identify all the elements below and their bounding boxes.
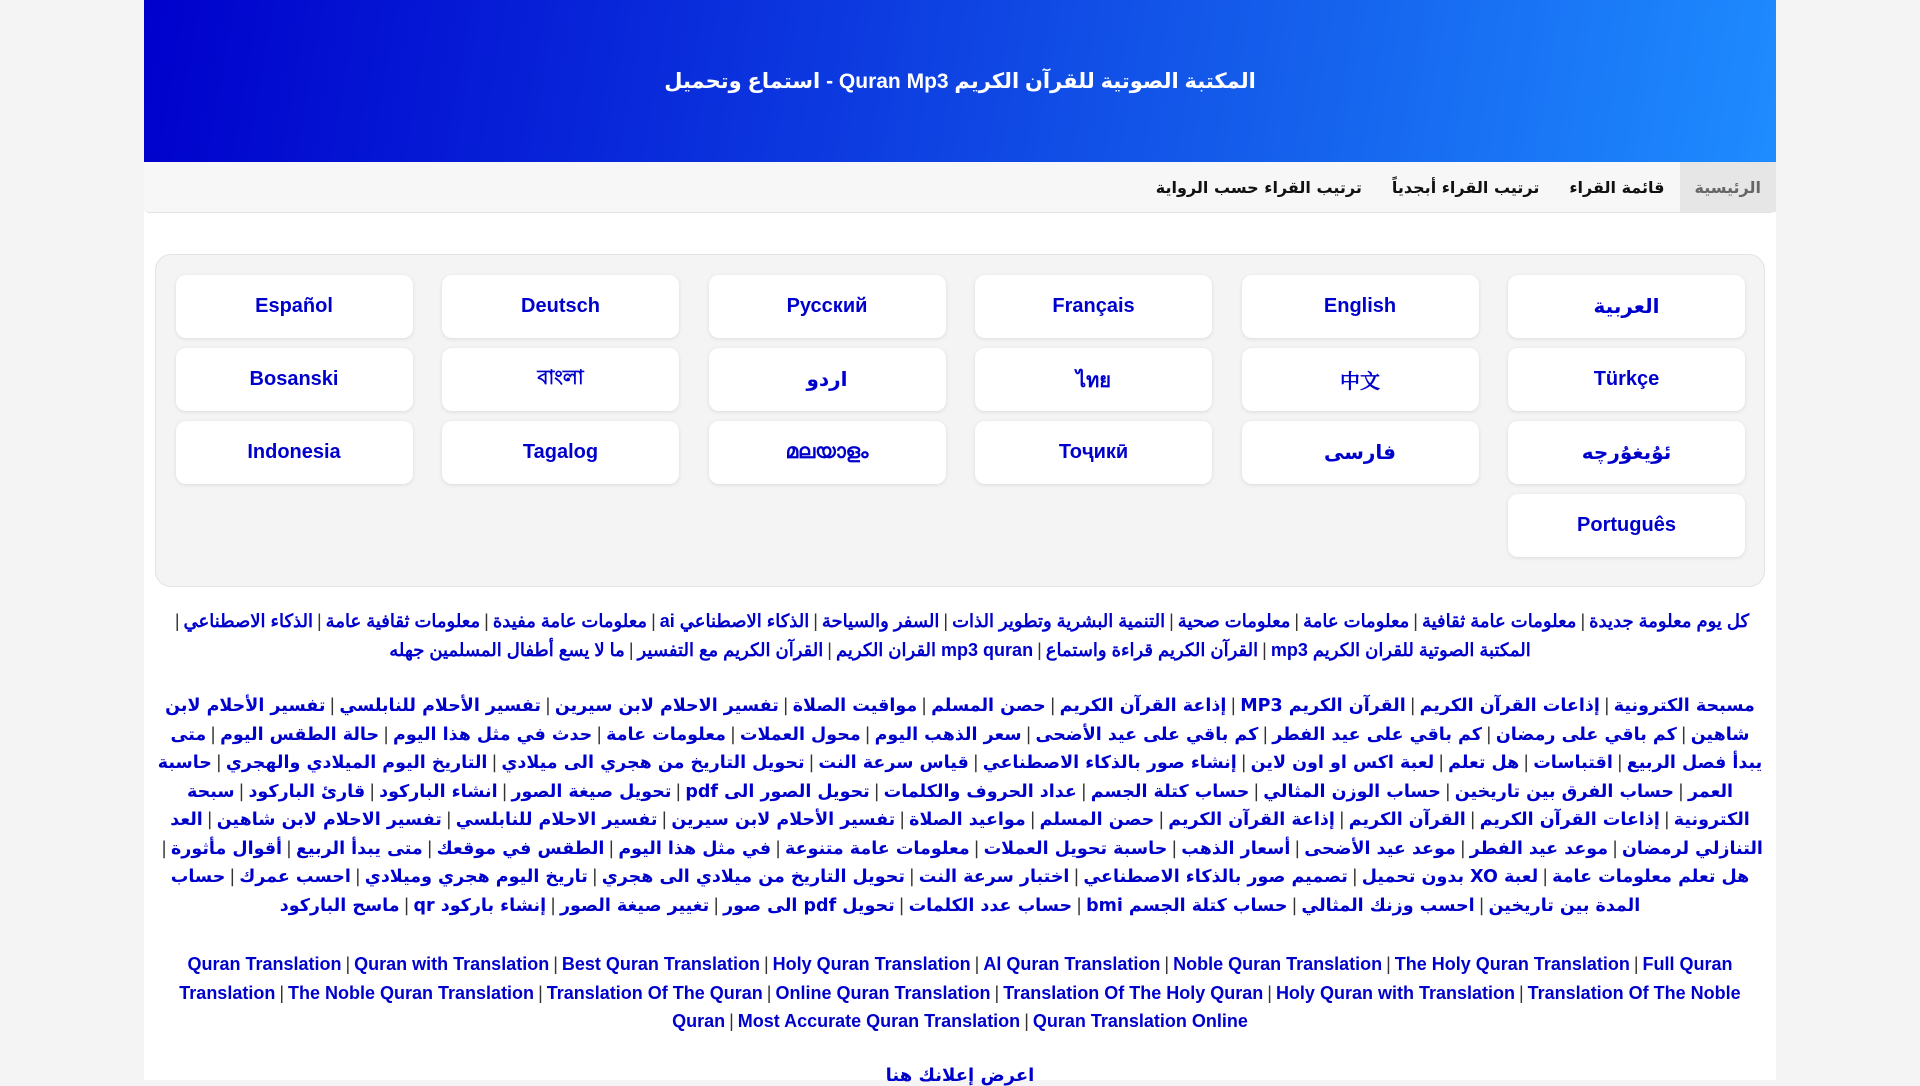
link-separator: | xyxy=(383,724,389,745)
link-separator: | xyxy=(608,838,615,859)
text-link[interactable]: حساب الوزن المثالي xyxy=(1263,781,1441,802)
text-link[interactable]: Quran Translation xyxy=(187,954,342,974)
link-separator: | xyxy=(1037,639,1042,660)
link-separator: | xyxy=(730,724,736,745)
language-card-uyghur[interactable]: ئۇيغۇرچە xyxy=(1508,421,1745,484)
link-separator: | xyxy=(1485,724,1492,745)
text-link[interactable]: تفسير الاحلام لابن شاهين xyxy=(216,810,442,830)
text-link[interactable]: معلومات صحية xyxy=(1177,611,1291,631)
link-separator: | xyxy=(1073,867,1080,887)
link-separator: | xyxy=(974,954,980,974)
text-link[interactable]: تحويل صيغة الصور xyxy=(511,781,672,802)
page-container xyxy=(144,0,1776,1086)
language-card-turkish[interactable]: Türkçe xyxy=(1508,348,1745,411)
link-separator: | xyxy=(1542,867,1549,887)
tools-links xyxy=(155,692,1765,920)
text-link[interactable]: كم باقي على رمضان xyxy=(1495,724,1677,745)
site-title: المكتبة الصوتية للقرآن الكريم Quran Mp3 - استماع وتحميل xyxy=(664,69,1256,93)
nav-item-reciters-list[interactable]: قائمة القراء xyxy=(1569,177,1665,197)
text-link[interactable]: إذاعات القرآن الكريم xyxy=(1479,810,1660,830)
text-link[interactable]: متى يبدأ الربيع xyxy=(295,838,423,859)
text-link[interactable]: إذاعة القرآن الكريم xyxy=(1059,696,1227,716)
link-separator: | xyxy=(1444,781,1451,802)
language-card-french[interactable]: Français xyxy=(975,275,1212,338)
text-link[interactable]: تحويل التاريخ من ميلادي الى هجري xyxy=(601,867,905,887)
text-link[interactable]: حساب كتلة الجسم xyxy=(1090,781,1250,802)
text-link[interactable]: ماسح الباركود xyxy=(279,895,400,916)
link-separator: | xyxy=(729,1011,734,1031)
text-link[interactable]: The Noble Quran Translation xyxy=(288,982,535,1003)
text-link[interactable]: احسب عمرك xyxy=(239,867,351,887)
text-link[interactable]: تحويل التاريخ من هجري الى ميلادي xyxy=(501,753,805,773)
link-separator: | xyxy=(553,954,558,974)
text-link[interactable]: احسب وزنك المثالي xyxy=(1301,895,1475,916)
link-separator: | xyxy=(316,611,322,631)
link-separator: | xyxy=(210,724,217,745)
link-separator: | xyxy=(1678,781,1684,802)
text-link[interactable]: حالة الطقس اليوم xyxy=(220,724,380,745)
text-link[interactable]: محول العملات xyxy=(739,724,861,745)
link-separator: | xyxy=(1438,753,1445,773)
text-link[interactable]: مسبحة الكترونية xyxy=(1613,696,1755,716)
link-separator: | xyxy=(675,781,682,802)
link-separator: | xyxy=(1294,838,1301,859)
text-link[interactable]: القرآن الكريم MP3 xyxy=(1240,696,1406,716)
nav-item-reciters-alphabetical[interactable]: ترتيب القراء أبجدياً xyxy=(1391,177,1540,197)
link-separator: | xyxy=(286,838,292,859)
text-link[interactable]: تصميم صور بالذكاء الاصطناعي xyxy=(1083,867,1348,887)
text-link[interactable]: سبحة الكترونية xyxy=(186,781,1750,830)
text-link[interactable]: أقوال مأثورة xyxy=(170,838,283,859)
link-separator: | xyxy=(1386,954,1391,974)
text-link[interactable]: انشاء الباركود xyxy=(379,781,498,802)
text-link[interactable]: Translation Of The Noble Quran xyxy=(672,982,1741,1031)
text-link[interactable]: مواقيت الصلاة xyxy=(792,696,918,716)
text-link[interactable]: المكتبة الصوتية للقران الكريم mp3 xyxy=(1270,639,1531,660)
text-link[interactable]: Holy Quran with Translation xyxy=(1275,982,1515,1003)
link-separator: | xyxy=(591,867,598,887)
text-link[interactable]: معلومات عامة متنوعة xyxy=(785,838,970,859)
language-card-english[interactable]: English xyxy=(1242,275,1479,338)
text-link[interactable]: تفسير الاحلام لابن سيرين xyxy=(554,696,779,716)
link-separator: | xyxy=(1171,838,1178,859)
link-separator: | xyxy=(161,838,167,859)
text-link[interactable]: ما لا يسع أطفال المسلمين جهله xyxy=(389,639,625,660)
link-separator: | xyxy=(1633,954,1639,974)
language-card-russian[interactable]: Русский xyxy=(709,275,946,338)
link-separator: | xyxy=(661,810,668,830)
link-separator: | xyxy=(1025,724,1032,745)
text-link[interactable]: الذكاء الاصطناعي xyxy=(183,611,313,631)
link-separator: | xyxy=(775,838,782,859)
quran-translation-links xyxy=(164,950,1756,1036)
link-separator: | xyxy=(1262,639,1267,660)
link-separator: | xyxy=(943,611,949,631)
text-link[interactable]: قارئ الباركود xyxy=(248,781,366,802)
link-separator: | xyxy=(174,611,180,631)
link-separator: | xyxy=(1049,696,1056,716)
text-link[interactable]: الذكاء الاصطناعي ai xyxy=(659,611,810,631)
text-link[interactable]: معلومات عامة xyxy=(606,724,726,745)
language-card-malayalam[interactable]: മലയാളം xyxy=(709,421,946,484)
text-link[interactable]: القرآن الكريم xyxy=(1348,810,1466,830)
link-separator: | xyxy=(491,753,498,773)
link-separator: | xyxy=(1158,810,1165,830)
text-link[interactable]: العد التنازلي لرمضان xyxy=(170,810,1763,859)
text-link[interactable]: Quran with Translation xyxy=(354,954,550,974)
text-link[interactable]: Holy Quran Translation xyxy=(772,954,971,974)
text-link[interactable]: Online Quran Translation xyxy=(775,982,991,1003)
language-card-tajik[interactable]: Тоҷикӣ xyxy=(975,421,1212,484)
link-separator: | xyxy=(973,838,980,859)
text-link[interactable]: إذاعات القرآن الكريم xyxy=(1419,696,1600,716)
text-link[interactable]: حصن المسلم xyxy=(931,696,1046,716)
text-link[interactable]: موعد عيد الفطر xyxy=(1469,838,1609,859)
text-link[interactable]: حساب الفرق بين تاريخين xyxy=(1454,781,1675,802)
text-link[interactable]: معلومات عامة ثقافية xyxy=(1421,611,1577,631)
link-separator: | xyxy=(403,895,410,916)
link-separator: | xyxy=(1663,810,1670,830)
link-separator: | xyxy=(898,895,905,916)
text-link[interactable]: Quran Translation Online xyxy=(1032,1011,1248,1031)
text-link[interactable]: هل تعلم معلومات عامة xyxy=(1552,867,1750,887)
link-separator: | xyxy=(782,696,789,716)
text-link[interactable]: إنشاء باركود qr xyxy=(413,895,547,916)
language-card-tagalog[interactable]: Tagalog xyxy=(442,421,679,484)
link-separator: | xyxy=(1523,753,1530,773)
link-separator: | xyxy=(445,810,452,830)
link-separator: | xyxy=(1240,753,1247,773)
site-header xyxy=(144,0,1776,162)
link-separator: | xyxy=(550,895,556,916)
link-separator: | xyxy=(1478,895,1485,916)
main-nav xyxy=(144,162,1776,213)
link-separator: | xyxy=(972,753,979,773)
text-link[interactable]: Al Quran Translation xyxy=(983,954,1161,974)
link-separator: | xyxy=(1262,724,1269,745)
text-link[interactable]: حصن المسلم xyxy=(1039,810,1155,830)
text-link[interactable]: كم باقي على عيد الأضحى xyxy=(1035,724,1259,745)
link-separator: | xyxy=(1603,696,1610,716)
text-link[interactable]: حاسبة تحويل العملات xyxy=(983,838,1168,859)
link-separator: | xyxy=(763,954,769,974)
text-link[interactable]: حساب المدة بين تاريخين xyxy=(170,867,1641,916)
link-separator: | xyxy=(1076,895,1083,916)
text-link[interactable]: The Holy Quran Translation xyxy=(1394,954,1630,974)
text-link[interactable]: كل يوم معلومة جديدة xyxy=(1589,611,1750,631)
link-separator: | xyxy=(1253,781,1260,802)
link-separator: | xyxy=(808,753,815,773)
advertise-here-link[interactable]: اعرض إعلانك هنا xyxy=(885,1065,1035,1086)
text-link[interactable]: حساب عدد الكلمات xyxy=(908,895,1073,916)
text-link[interactable]: كم باقي على عيد الفطر xyxy=(1272,724,1482,745)
text-link[interactable]: التاريخ اليوم الميلادي والهجري xyxy=(225,753,488,773)
text-link[interactable]: حاسبة العمر xyxy=(157,753,1734,802)
link-separator: | xyxy=(329,696,336,716)
text-link[interactable]: أسعار الذهب xyxy=(1181,838,1291,859)
general-info-links xyxy=(155,607,1765,664)
text-link[interactable]: اقتباسات xyxy=(1533,753,1613,773)
text-link[interactable]: القرآن الكريم مع التفسير xyxy=(637,639,824,660)
text-link[interactable]: لعبة XO بدون تحميل xyxy=(1361,867,1539,887)
text-link[interactable]: في مثل هذا اليوم xyxy=(618,838,772,859)
link-separator: | xyxy=(1459,838,1466,859)
text-link[interactable]: Translation Of The Holy Quran xyxy=(1003,982,1264,1003)
text-link[interactable]: mp3 quran القران الكريم xyxy=(835,639,1034,660)
text-link[interactable]: Noble Quran Translation xyxy=(1173,954,1383,974)
link-separator: | xyxy=(345,954,351,974)
link-separator: | xyxy=(1267,982,1272,1003)
text-link[interactable]: هل تعلم xyxy=(1448,753,1520,773)
link-separator: | xyxy=(215,753,222,773)
link-separator: | xyxy=(1616,753,1623,773)
link-separator: | xyxy=(873,781,880,802)
link-separator: | xyxy=(1518,982,1524,1003)
text-link[interactable]: تاريخ اليوم هجري وميلادي xyxy=(364,867,588,887)
link-separator: | xyxy=(827,639,832,660)
link-separator: | xyxy=(426,838,433,859)
language-card-thai[interactable]: ไทย xyxy=(975,348,1212,411)
text-link[interactable]: حدث في مثل هذا اليوم xyxy=(393,724,593,745)
text-link[interactable]: السفر والسياحة xyxy=(821,611,940,631)
text-link[interactable]: مواعيد الصلاة xyxy=(909,810,1026,830)
text-link[interactable]: تحويل pdf الى صور xyxy=(723,895,895,916)
link-separator: | xyxy=(628,639,634,660)
language-card-german[interactable]: Deutsch xyxy=(442,275,679,338)
link-separator: | xyxy=(1409,696,1416,716)
link-separator: | xyxy=(1024,1011,1029,1031)
link-separator: | xyxy=(369,781,376,802)
text-link[interactable]: عداد الحروف والكلمات xyxy=(883,781,1077,802)
text-link[interactable]: Full Quran Translation xyxy=(179,954,1733,1003)
text-link[interactable]: معلومات ثقافية عامة xyxy=(325,611,481,631)
link-separator: | xyxy=(994,982,1000,1003)
link-separator: | xyxy=(1580,611,1586,631)
text-link[interactable]: تفسير الأحلام لابن سيرين xyxy=(671,810,896,830)
text-link[interactable]: تفسير الاحلام للنابلسي xyxy=(455,810,658,830)
nav-item-reciters-by-narration[interactable]: ترتيب القراء حسب الرواية xyxy=(1155,177,1362,197)
link-separator: | xyxy=(1230,696,1237,716)
link-separator: | xyxy=(544,696,551,716)
link-separator: | xyxy=(1164,954,1170,974)
text-link[interactable]: موعد عيد الأضحى xyxy=(1304,838,1456,859)
language-card-arabic[interactable]: العربية xyxy=(1508,275,1745,338)
language-card-urdu[interactable]: اردو xyxy=(709,348,946,411)
link-separator: | xyxy=(1413,611,1418,631)
text-link[interactable]: حساب كتلة الجسم bmi xyxy=(1086,895,1288,916)
text-link[interactable]: إنشاء صور بالذكاء الاصطناعي xyxy=(982,753,1237,773)
text-link[interactable]: معلومات عامة مفيدة xyxy=(492,611,648,631)
language-card-bengali[interactable]: বাংলা xyxy=(442,348,679,411)
language-card-persian[interactable]: فارسی xyxy=(1242,421,1479,484)
text-link[interactable]: لعبة اكس او اون لاين xyxy=(1250,753,1435,773)
text-link[interactable]: تغيير صيغة الصور xyxy=(559,895,710,916)
language-card-chinese[interactable]: 中文 xyxy=(1242,348,1479,411)
link-separator: | xyxy=(1029,810,1036,830)
link-separator: | xyxy=(538,982,543,1003)
link-separator: | xyxy=(1294,611,1300,631)
link-separator: | xyxy=(354,867,361,887)
text-link[interactable]: قياس سرعة النت xyxy=(818,753,969,773)
language-grid xyxy=(175,275,1745,557)
text-link[interactable]: القرآن الكريم قراءة واستماع xyxy=(1045,639,1259,660)
text-link[interactable]: الطقس في موقعك xyxy=(436,838,605,859)
link-separator: | xyxy=(713,895,720,916)
link-separator: | xyxy=(1469,810,1476,830)
text-link[interactable]: إذاعة القرآن الكريم xyxy=(1168,810,1335,830)
link-separator: | xyxy=(596,724,603,745)
language-card-bosnian[interactable]: Bosanski xyxy=(176,348,413,411)
link-separator: | xyxy=(229,867,236,887)
text-link[interactable]: Most Accurate Quran Translation xyxy=(737,1011,1021,1031)
text-link[interactable]: تحويل الصور الى pdf xyxy=(685,781,870,802)
link-separator: | xyxy=(484,611,489,631)
link-separator: | xyxy=(766,982,772,1003)
text-link[interactable]: اختبار سرعة النت xyxy=(918,867,1070,887)
link-separator: | xyxy=(651,611,656,631)
text-link[interactable]: معلومات عامة xyxy=(1303,611,1410,631)
language-card-indonesian[interactable]: Indonesia xyxy=(176,421,413,484)
link-separator: | xyxy=(501,781,508,802)
text-link[interactable]: متى يبدأ فصل الربيع xyxy=(170,724,1763,773)
link-separator: | xyxy=(1351,867,1358,887)
language-card-portuguese[interactable]: Português xyxy=(1508,494,1745,557)
link-separator: | xyxy=(908,867,915,887)
link-separator: | xyxy=(279,982,285,1003)
link-separator: | xyxy=(1291,895,1298,916)
text-link[interactable]: Best Quran Translation xyxy=(561,954,760,974)
text-link[interactable]: سعر الذهب اليوم xyxy=(874,724,1022,745)
text-link[interactable]: Translation Of The Quran xyxy=(546,982,763,1003)
link-separator: | xyxy=(1080,781,1087,802)
text-link[interactable]: تفسير الأحلام لابن شاهين xyxy=(165,696,1750,745)
link-separator: | xyxy=(1612,838,1618,859)
link-separator: | xyxy=(899,810,906,830)
text-link[interactable]: التنمية البشرية وتطوير الذات xyxy=(952,611,1166,631)
nav-item-home[interactable]: الرئيسية xyxy=(1680,162,1777,212)
language-selector-panel xyxy=(155,254,1765,587)
text-link[interactable]: تفسير الأحلام للنابلسي xyxy=(339,696,541,716)
link-separator: | xyxy=(864,724,871,745)
link-separator: | xyxy=(238,781,245,802)
link-separator: | xyxy=(1680,724,1687,745)
link-separator: | xyxy=(206,810,213,830)
link-separator: | xyxy=(1338,810,1345,830)
link-separator: | xyxy=(813,611,818,631)
link-separator: | xyxy=(1169,611,1174,631)
link-separator: | xyxy=(921,696,928,716)
language-card-spanish[interactable]: Español xyxy=(176,275,413,338)
